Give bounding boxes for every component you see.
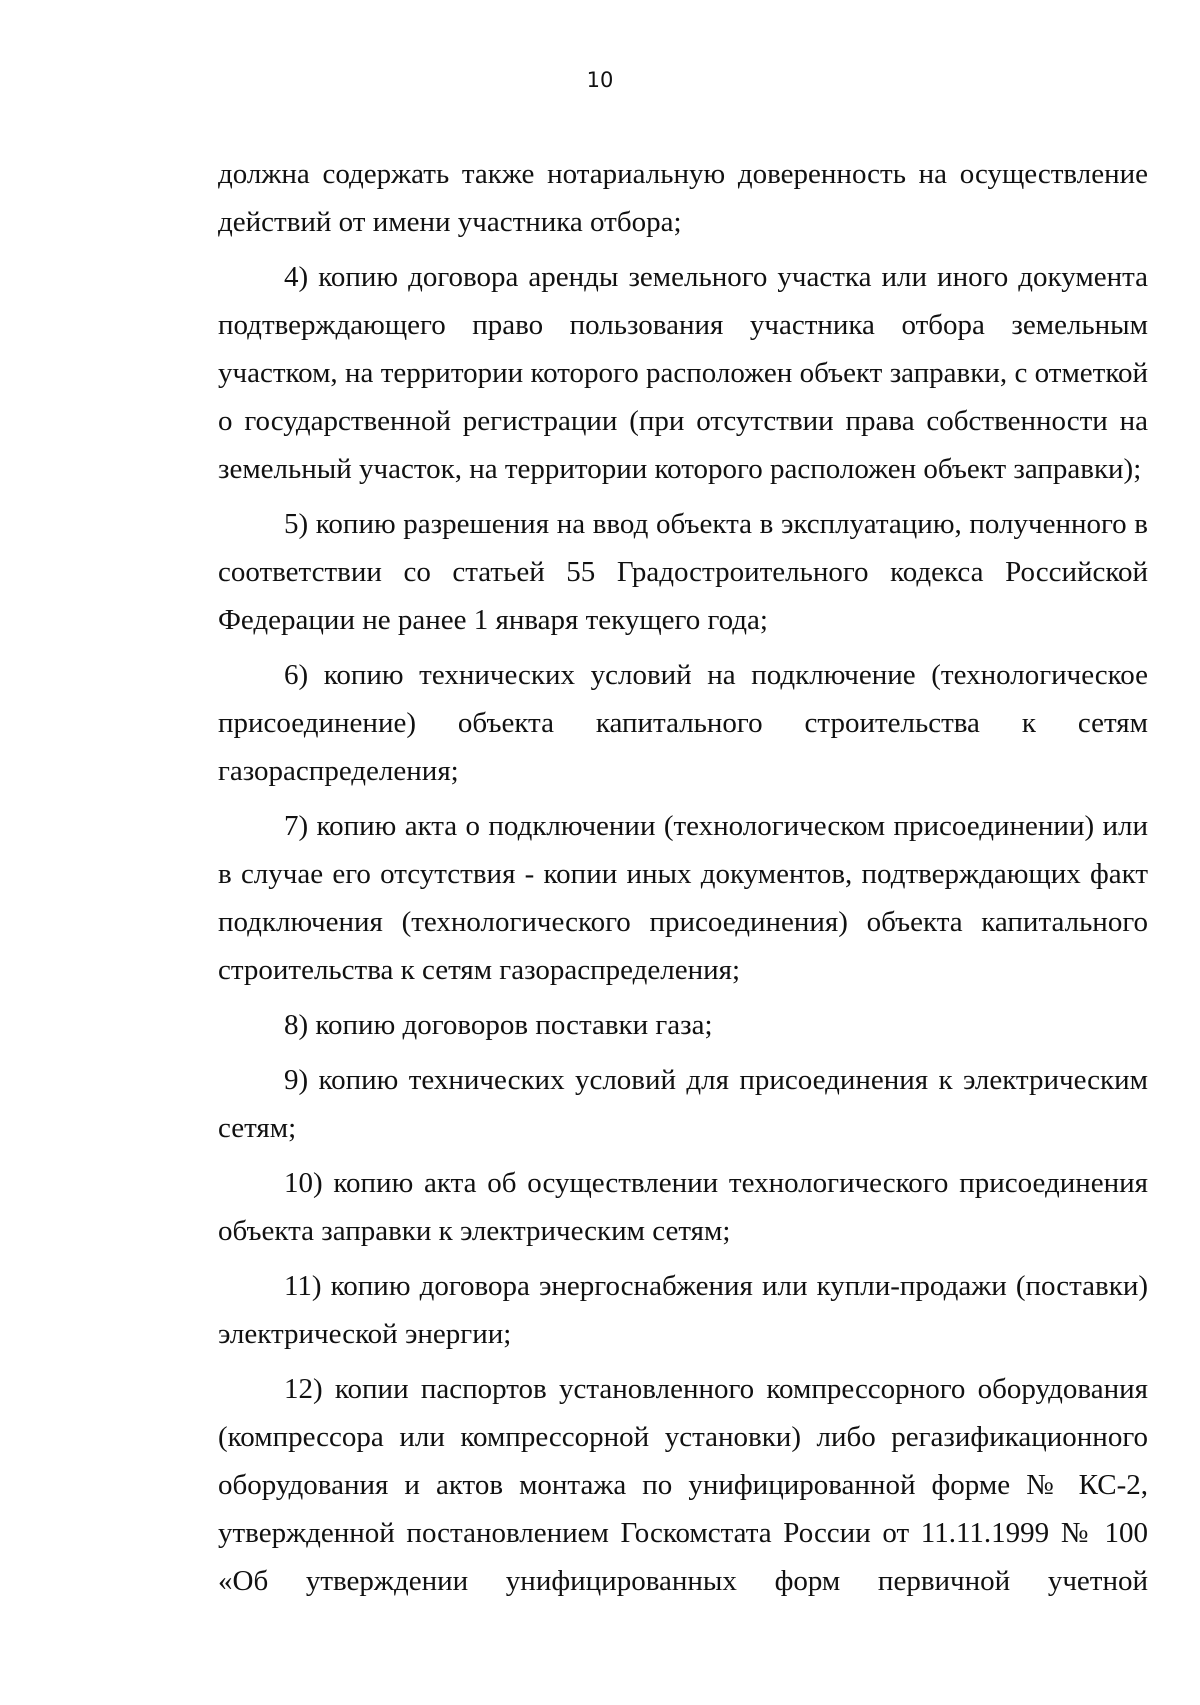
paragraph-item-6: 6) копию технических условий на подключение (технологическое присоединение) объекта капитального строительства к сетям газораспределения; bbox=[218, 659, 1148, 787]
paragraph-item-9: 9) копию технических условий для присоединения к электрическим сетям; bbox=[218, 1064, 1148, 1144]
paragraph-item-5: 5) копию разрешения на ввод объекта в эксплуатацию, полученного в соответствии со статьей 55 Градостроительного кодекса Российской Федерации не ранее 1 января текущего года; bbox=[218, 508, 1148, 636]
page-number: 10 bbox=[586, 68, 614, 92]
document-body bbox=[218, 150, 1148, 1612]
paragraph-item-10: 10) копию акта об осуществлении технологического присоединения объекта заправки к электрическим сетям; bbox=[218, 1167, 1148, 1247]
paragraph-item-8: 8) копию договоров поставки газа; bbox=[284, 1009, 713, 1041]
paragraph-continuation: должна содержать также нотариальную доверенность на осуществление действий от имени участника отбора; bbox=[218, 158, 1148, 238]
paragraph-item-7: 7) копию акта о подключении (технологическом присоединении) или в случае его отсутствия - копии иных документов, подтверждающих факт подключения (технологического присоединения) объекта капитального строительства к сетям газораспределения; bbox=[218, 810, 1148, 986]
paragraph-item-11: 11) копию договора энергоснабжения или купли-продажи (поставки) электрической энергии; bbox=[218, 1270, 1148, 1350]
paragraph-item-4: 4) копию договора аренды земельного участка или иного документа подтверждающего право пользования участника отбора земельным участком, на территории которого расположен объект заправки, с отметкой о государственной регистрации (при отсутствии права собственности на земельный участок, на территории которого расположен объект заправки); bbox=[218, 261, 1148, 485]
paragraph-item-12: 12) копии паспортов установленного компрессорного оборудования (компрессора или компрессорной установки) либо регазификационного оборудования и актов монтажа по унифицированной форме № КС-2, утвержденной постановлением Госкомстата России от 11.11.1999 № 100 «Об утверждении унифицированных форм первичной учетной bbox=[218, 1373, 1148, 1597]
